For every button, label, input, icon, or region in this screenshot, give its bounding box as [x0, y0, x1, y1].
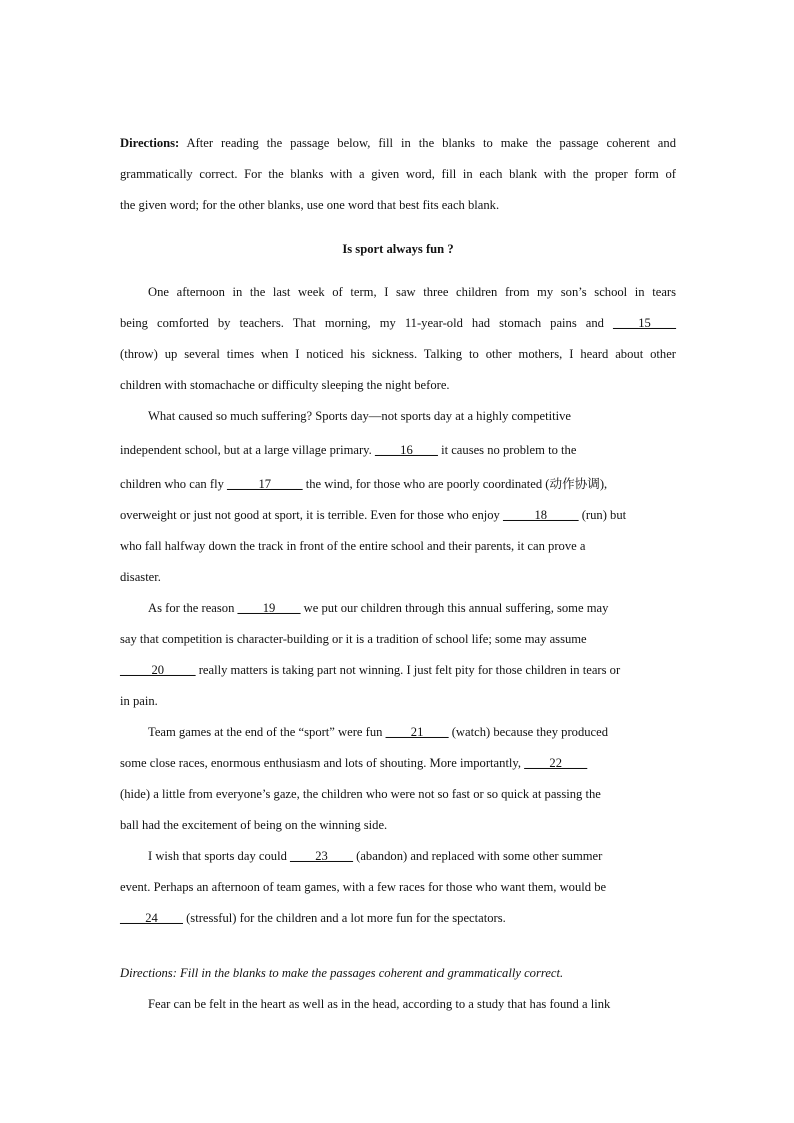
p5-line-2: event. Perhaps an afternoon of team games, with a few races for those who want them, would be — [120, 880, 607, 895]
directions-line-2: grammatically correct. For the blanks with a given word, fill in each blank with the proper form of — [120, 167, 676, 181]
p3-line-1: As for the reason ____19____ we put our children through this annual suffering, some may — [148, 601, 609, 616]
p2-line-6: disaster. — [120, 570, 161, 585]
p1-line-1: One afternoon in the last week of term, I saw three children from my son’s school in tears — [148, 285, 676, 300]
p2-line-5: who fall halfway down the track in front of the entire school and their parents, it can prove a — [120, 539, 586, 554]
directions-2: Directions: Fill in the blanks to make the passages coherent and grammatically correct. — [120, 966, 564, 981]
blank-15[interactable]: ____15____ — [613, 316, 676, 331]
blank-18[interactable]: _____18_____ — [503, 508, 579, 523]
p3-line-2: say that competition is character-building or it is a tradition of school life; some may assume — [120, 632, 587, 647]
p4-line-3: (hide) a little from everyone’s gaze, the children who were not so fast or so quick at passing the — [120, 787, 601, 802]
p2-line-3: children who can fly _____17_____ the wind, for those who are poorly coordinated (动作协调), — [120, 477, 608, 492]
blank-21[interactable]: ____21____ — [385, 725, 449, 740]
blank-20[interactable]: _____20_____ — [120, 663, 196, 678]
p1-line-2: being comforted by teachers. That morning, my 11-year-old had stomach pains and ____15____ — [120, 316, 676, 331]
document-page — [120, 128, 676, 1020]
p4-line-1: Team games at the end of the “sport” were fun ____21____ (watch) because they produced — [148, 725, 609, 740]
p5-line-1: I wish that sports day could ____23____ (abandon) and replaced with some other summer — [148, 849, 603, 864]
p4-line-4: ball had the excitement of being on the winning side. — [120, 818, 388, 833]
p2-line-4: overweight or just not good at sport, it is terrible. Even for those who enjoy _____18_____ (run) but — [120, 508, 627, 523]
directions-line-3: the given word; for the other blanks, use one word that best fits each blank. — [120, 198, 500, 212]
section-gap — [120, 934, 676, 958]
p2-line-1: What caused so much suffering? Sports day—not sports day at a highly competitive — [148, 409, 571, 424]
passage-title: Is sport always fun ? — [342, 241, 454, 256]
p5-line-3: ____24____ (stressful) for the children and a lot more fun for the spectators. — [120, 911, 506, 926]
p2-line-2: independent school, but at a large village primary. ____16____ it causes no problem to the — [120, 443, 577, 458]
blank-17[interactable]: _____17_____ — [227, 477, 303, 492]
p3-line-4: in pain. — [120, 694, 158, 709]
blank-24[interactable]: ____24____ — [120, 911, 183, 926]
directions-line-1: Directions: After reading the passage below, fill in the blanks to make the passage coherent and — [120, 136, 676, 150]
p1-line-4: children with stomachache or difficulty sleeping the night before. — [120, 378, 450, 393]
p3-line-3: _____20_____ really matters is taking part not winning. I just felt pity for those children in tears or — [120, 663, 621, 678]
p1-line-3: (throw) up several times when I noticed his sickness. Talking to other mothers, I heard about other — [120, 347, 676, 362]
blank-16[interactable]: ____16____ — [374, 443, 438, 458]
p4-line-2: some close races, enormous enthusiasm and lots of shouting. More importantly, ____22____ — [120, 756, 588, 771]
blank-22[interactable]: ____22____ — [524, 756, 588, 771]
blank-23[interactable]: ____23____ — [290, 849, 353, 864]
directions-label: Directions: — [120, 136, 180, 150]
p6-line-1: Fear can be felt in the heart as well as in the head, according to a study that has found a link — [148, 997, 611, 1012]
blank-19[interactable]: ____19____ — [237, 601, 301, 616]
